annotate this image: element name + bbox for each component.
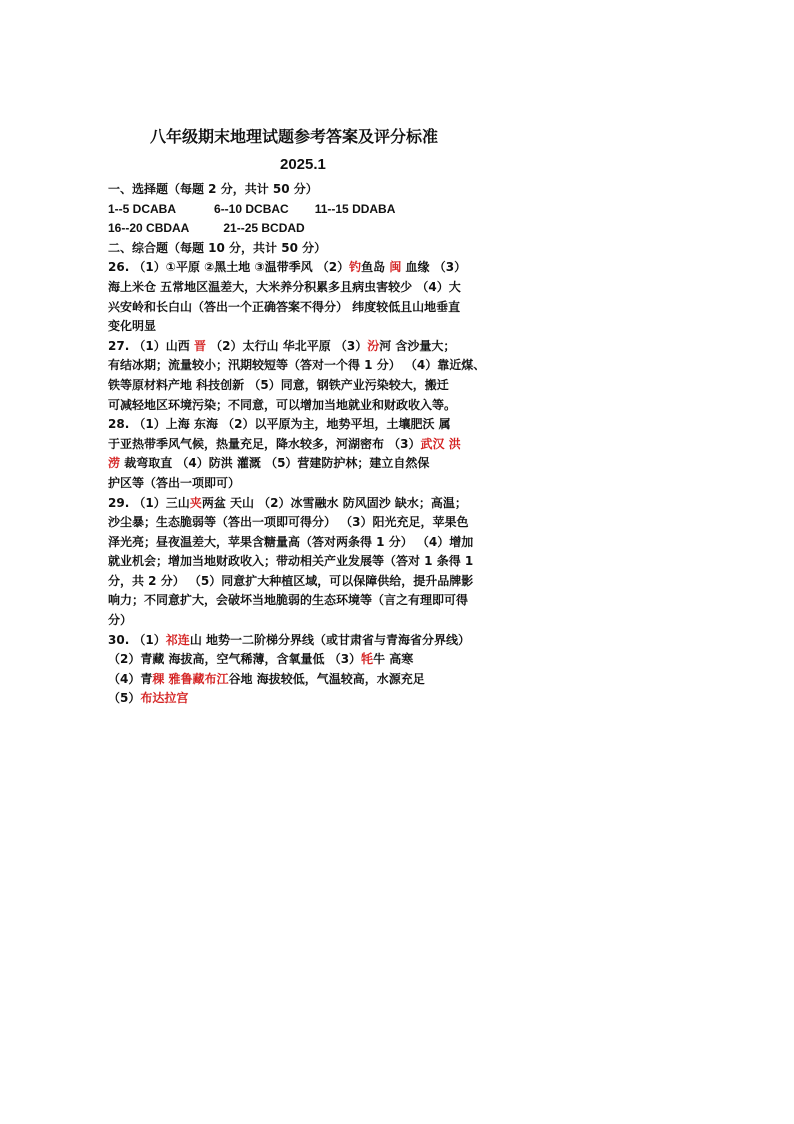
q29-text: 29. （1）三山 xyxy=(108,495,190,510)
q30-text: （4）青 xyxy=(108,671,153,686)
q26-text: 血缘 （3） xyxy=(401,260,467,275)
q29-line-6: 响力；不同意扩大，会破坏当地脆弱的生态环境等（言之有理即可得 xyxy=(108,593,469,608)
q29-line-3: 泽光亮；昼夜温差大，苹果含糖量高（答对两条得 1 分） （4）增加 xyxy=(108,534,474,549)
q26-highlight-diao: 钓 xyxy=(349,260,362,275)
q28-line-2 xyxy=(108,435,508,455)
q30-highlight-potala: 布达拉宫 xyxy=(140,691,189,706)
q27-line-2: 有结冰期；流量较小；汛期较短等（答对一个得 1 分） （4）靠近煤、 xyxy=(108,358,486,373)
q29-line-1 xyxy=(108,494,508,514)
q28-highlight-lao: 涝 xyxy=(108,456,121,471)
q26-text: 鱼岛 xyxy=(361,260,390,275)
q26-highlight-min: 闽 xyxy=(389,260,402,275)
q27-line-3: 铁等原材料产地 科技创新 （5）同意，钢铁产业污染较大，搬迁 xyxy=(108,377,449,392)
q30-line-4 xyxy=(108,689,508,709)
q30-line-2 xyxy=(108,650,508,670)
q26-line-2: 海上米仓 五常地区温差大，大米养分积累多且病虫害较少 （4）大 xyxy=(108,279,461,294)
q28-text: 于亚热带季风气候，热量充足，降水较多，河湖密布 （3） xyxy=(108,436,421,451)
q27-line-1 xyxy=(108,337,508,357)
q30-text: （5） xyxy=(108,691,141,706)
q27-text: （2）太行山 华北平原 （3） xyxy=(205,338,368,353)
question-30-answer xyxy=(108,631,508,709)
q30-text: 30. （1） xyxy=(108,632,166,647)
q28-highlight-wuhan: 武汉 洪 xyxy=(420,436,461,451)
answer-content xyxy=(108,180,508,709)
q29-line-2: 沙尘暴；生态脆弱等（答出一项即可得分） （3）阳光充足，苹果色 xyxy=(108,515,469,530)
document-title: 八年级期末地理试题参考答案及评分标准 xyxy=(150,127,439,146)
q30-text: （2）青藏 海拔高，空气稀薄，含氧量低 （3） xyxy=(108,652,362,667)
choice-answers-row-2 xyxy=(108,219,508,239)
q30-text: 谷地 海拔较低，气温较高，水源充足 xyxy=(228,671,425,686)
q29-highlight-jia: 夹 xyxy=(189,495,202,510)
q28-line-4: 护区等（答出一项即可） xyxy=(108,475,241,490)
question-26-answer xyxy=(108,258,508,336)
q29-line-5: 分，共 2 分） （5）同意扩大种植区域，可以保障供给，提升品牌影 xyxy=(108,573,474,588)
document-date: 2025.1 xyxy=(280,156,326,173)
q29-line-7: 分） xyxy=(108,613,133,628)
q26-text: 26. （1）①平原 ②黑土地 ③温带季风 （2） xyxy=(108,260,350,275)
q30-highlight-mao: 牦 xyxy=(361,652,374,667)
q30-highlight-yarlung: 稞 雅鲁藏布江 xyxy=(152,671,229,686)
q29-line-4: 就业机会；增加当地财政收入；带动相关产业发展等（答对 1 条得 1 xyxy=(108,554,474,569)
q26-line-4: 变化明显 xyxy=(108,319,157,334)
q28-line-3 xyxy=(108,454,508,474)
q27-text: 27. （1）山西 xyxy=(108,338,194,353)
choice-answers-row-1 xyxy=(108,200,508,220)
section-2-heading: 二、综合题（每题 10 分，共计 50 分） xyxy=(108,240,327,255)
q26-line-1 xyxy=(108,258,508,278)
section-1-heading: 一、选择题（每题 2 分，共计 50 分） xyxy=(108,182,318,196)
question-28-answer xyxy=(108,415,508,493)
q27-line-4: 可减轻地区环境污染；不同意，可以增加当地就业和财政收入等。 xyxy=(108,397,457,412)
choice-answer-1-5: 1--5 DCABA xyxy=(108,201,177,216)
question-27-answer xyxy=(108,337,508,415)
q30-line-1 xyxy=(108,631,508,651)
choice-answer-16-20: 16--20 CBDAA xyxy=(108,221,190,236)
q30-highlight-qilian: 祁连 xyxy=(165,632,190,647)
question-29-answer xyxy=(108,494,508,631)
q30-line-3 xyxy=(108,670,508,690)
q29-text: 两盆 天山 （2）冰雪融水 防风固沙 缺水；高温； xyxy=(201,495,467,510)
choice-answer-6-10: 6--10 DCBAC xyxy=(214,201,289,216)
q27-highlight-jin: 晋 xyxy=(193,338,206,353)
q30-text: 山 地势一二阶梯分界线（或甘肃省与青海省分界线） xyxy=(189,632,470,647)
q26-line-3: 兴安岭和长白山（答出一个正确答案不得分） 纬度较低且山地垂直 xyxy=(108,299,461,314)
q28-line-1: 28. （1）上海 东海 （2）以平原为主，地势平坦，土壤肥沃 属 xyxy=(108,417,451,432)
choice-answer-21-25: 21--25 BCDAD xyxy=(223,221,305,236)
choice-answer-11-15: 11--15 DDABA xyxy=(314,201,396,216)
q27-text: 河 含沙量大； xyxy=(379,338,456,353)
q28-text: 裁弯取直 （4）防洪 灌溉 （5）营建防护林；建立自然保 xyxy=(120,456,430,471)
q30-text: 牛 高寒 xyxy=(373,652,414,667)
q27-highlight-fen: 汾 xyxy=(367,338,380,353)
